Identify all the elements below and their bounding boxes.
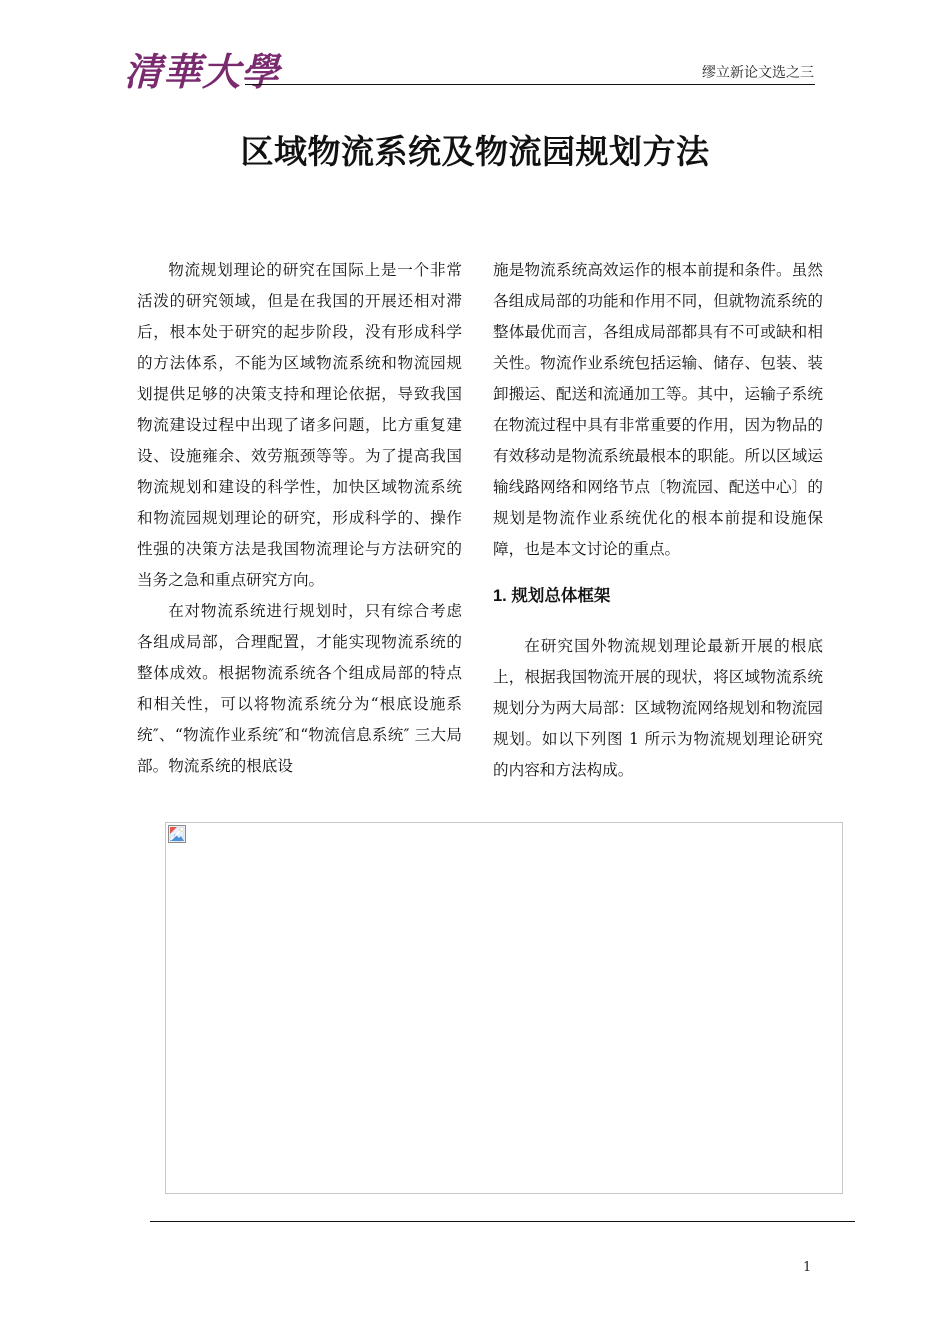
page-title: 区域物流系统及物流园规划方法 xyxy=(240,132,710,171)
body-paragraph: 物流规划理论的研究在国际上是一个非常活泼的研究领域，但是在我国的开展还相对滞后，根本处于研究的起步阶段，没有形成科学的方法体系，不能为区域物流系统和物流园规划提供足够的决策支持和理论依据，导致我国物流建设过程中出现了诸多问题，比方重复建设、设施雍余、效劳瓶颈等等。为了提高我国物流规划和建设的科学性，加快区域物流系统和物流园规划理论的研究，形成科学的、操作性强的决策方法是我国物流理论与方法研究的当务之急和重点研究方向。 xyxy=(137,261,462,589)
figure-placeholder xyxy=(165,822,843,1194)
body-paragraph: 在对物流系统进行规划时，只有综合考虑各组成局部，合理配置，才能实现物流系统的整体成效。根据物流系统各个组成局部的特点和相关性，可以将物流系统分为“根底设施系统″、“物流作业系统″和“物流信息系统″ 三大局部。物流系统的根底设 xyxy=(137,602,462,775)
university-logo: 清華大學 xyxy=(124,49,281,94)
body-paragraph: 在研究国外物流规划理论最新开展的根底上，根据我国物流开展的现状，将区域物流系统规划分为两大局部：区域物流网络规划和物流园规划。如以下列图 1 所示为物流规划理论研究的内容和方法构成。 xyxy=(493,637,823,779)
body-paragraph-continuation: 施是物流系统高效运作的根本前提和条件。虽然各组成局部的功能和作用不同，但就物流系统的整体最优而言，各组成局部都具有不可或缺和相关性。物流作业系统包括运输、储存、包装、装卸搬运、配送和流通加工等。其中，运输子系统在物流过程中具有非常重要的作用，因为物品的有效移动是物流系统最根本的职能。所以区域运输线路网络和网络节点〔物流园、配送中心〕的规划是物流作业系统优化的根本前提和设施保障，也是本文讨论的重点。 xyxy=(493,261,823,558)
page-number: 1 xyxy=(803,1260,812,1275)
broken-image-icon xyxy=(168,825,186,843)
section-heading: 1. 规划总体框架 xyxy=(493,587,611,605)
series-label: 缪立新论文选之三 xyxy=(702,65,814,81)
right-column xyxy=(493,255,823,786)
left-column xyxy=(137,255,462,782)
header-rule xyxy=(245,84,815,85)
footer-rule xyxy=(150,1221,855,1222)
